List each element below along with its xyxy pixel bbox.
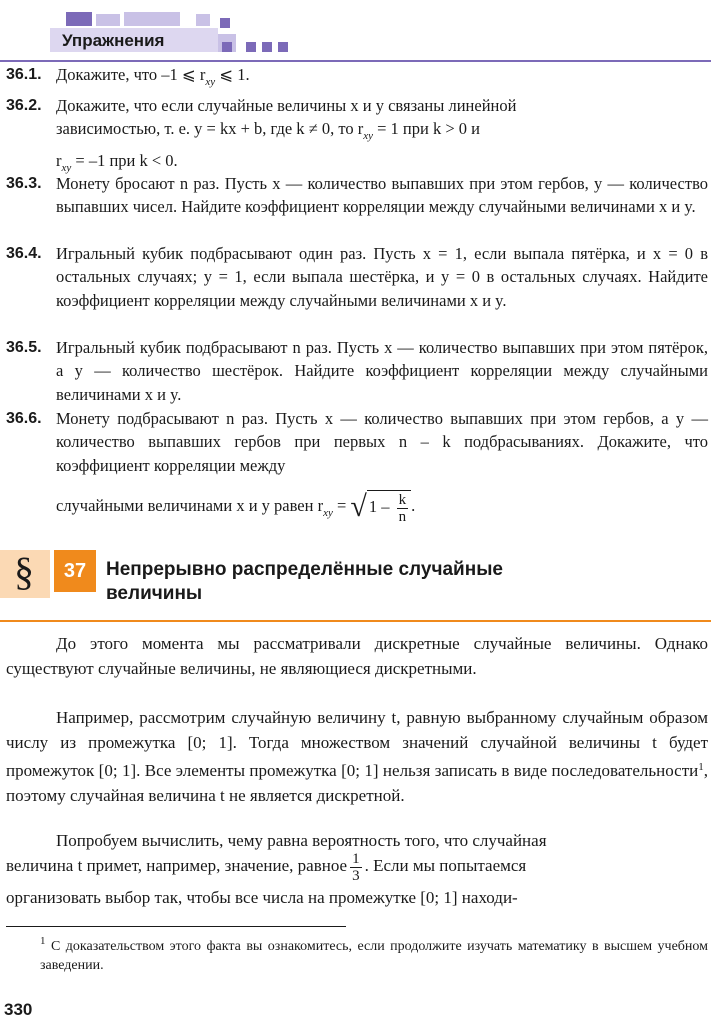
paragraph-3: Попробуем вычислить, чему равна вероятность того, что случайная — [56, 831, 547, 850]
exercise-number: 36.5. — [6, 339, 42, 356]
exercise-text: Монету бросают n раз. Пусть x — количество выпавших при этом гербов, y — количество выпавших чисел. Найдите коэффициент корреляции между случайными величинами x и y. — [56, 174, 708, 217]
exercise-formula-line: случайными величинами x и y равен $r_{xy}$ = √ 1 – $\frac{k}{n}$ . — [56, 490, 416, 525]
exercise-number: 36.6. — [6, 410, 42, 427]
paragraph-2: Например, рассмотрим случайную величину t, равную выбранному случайным образом числу из промежутка [0; 1]. Тогда множеством значений случайной величины t будет промежуток [0; 1]. Все элементы промежутка [0; 1] нельзя записать в виде последовательности$^1$, поэтому случайная величина t не является дискретной. — [6, 708, 708, 805]
exercise-text: Докажите, что если случайные величины x и y связаны линейной зависимостью, т. е. y = kx + b, где k ≠ 0, то $r_{xy} = 1$ при k > 0 и $r_{xy} = -1$ при k < 0. — [56, 96, 517, 174]
section-symbol: § — [14, 549, 34, 594]
exercise-number: 36.4. — [6, 245, 42, 262]
exercise-text: Игральный кубик подбрасывают n раз. Пусть x — количество выпавших при этом пятёрок, а y — количество шестёрок. Найдите коэффициент корреляции между случайными величинами x и y. — [56, 338, 708, 404]
paragraph-1: До этого момента мы рассматривали дискретные случайные величины. Однако существуют случайные величины, не являющиеся дискретными. — [6, 634, 708, 678]
section-number-badge: 37 — [54, 550, 96, 592]
page-number: 330 — [4, 1000, 33, 1019]
exercise-text: Монету подбрасывают n раз. Пусть x — количество выпавших при этом гербов, а y — количество выпавших гербов при первых n – k подбрасываниях. Докажите, что коэффициент корреляции между — [56, 409, 708, 475]
footnote: $^1$ С доказательством этого факта вы ознакомитесь, если продолжите изучать математику в высшем учебном заведении. — [40, 935, 709, 973]
footnote-rule — [6, 926, 346, 927]
exercise-text: Докажите, что –1 ⩽ $r_{xy}$ ⩽ 1. — [56, 65, 250, 88]
section-divider — [0, 620, 711, 622]
section-title: Непрерывно распределённые случайные величины — [106, 559, 503, 604]
exercise-number: 36.3. — [6, 175, 42, 192]
exercise-number: 36.1. — [6, 66, 42, 83]
exercise-number: 36.2. — [6, 97, 42, 114]
exercises-heading: Упражнения — [62, 31, 165, 50]
paragraph-3-cont: величина t примет, например, значение, равное $\frac{1}{3}$ . Если мы попытаемся — [6, 850, 527, 884]
exercise-text: Игральный кубик подбрасывают один раз. Пусть x = 1, если выпала пятёрка, и x = 0 в остальных случаях; y = 1, если выпала шестёрка, и y = 0 в остальных случаях. Найдите коэффициент корреляции между случайными величинами x и y. — [56, 244, 708, 310]
paragraph-3-end: организовать выбор так, чтобы все числа на промежутке [0; 1] находи- — [6, 888, 518, 907]
sqrt-sign: √ — [350, 490, 367, 524]
